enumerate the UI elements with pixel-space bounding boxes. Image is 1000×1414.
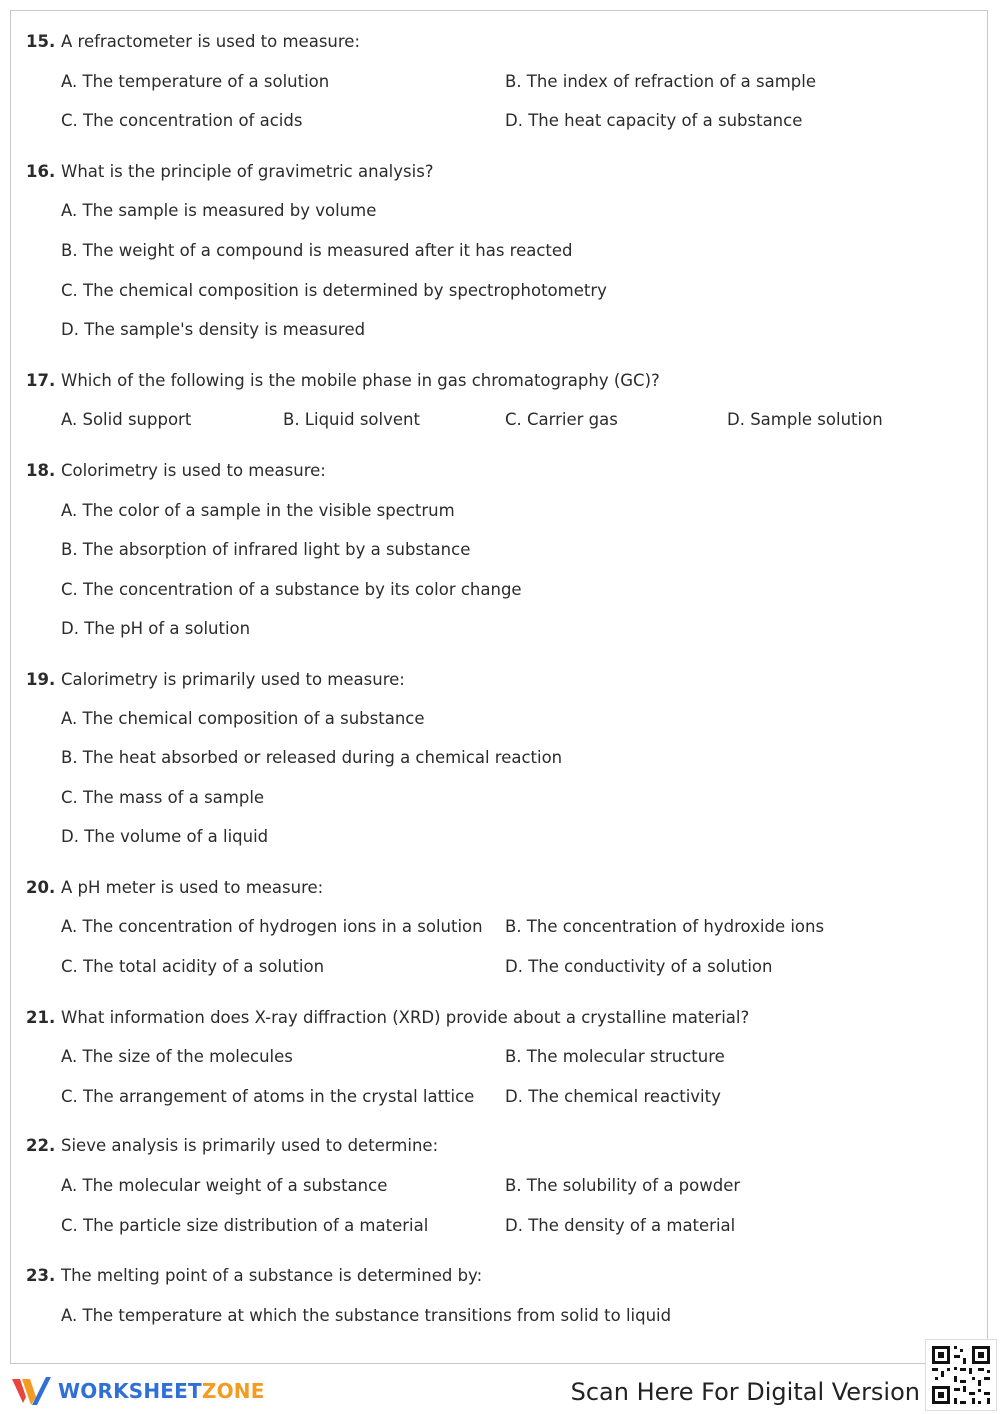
option-d[interactable]: D. The conductivity of a solution — [505, 957, 773, 976]
page-footer — [0, 1366, 1000, 1414]
logo-wordmark — [58, 1379, 265, 1403]
question-stem — [26, 370, 660, 392]
option-a[interactable]: A. The concentration of hydrogen ions in a solution — [61, 917, 483, 936]
question-number: 18. — [26, 461, 56, 480]
option-c[interactable]: C. The total acidity of a solution — [61, 957, 325, 976]
option-b[interactable]: B. The index of refraction of a sample — [505, 72, 816, 91]
option-b[interactable]: B. Liquid solvent — [283, 410, 420, 429]
question-text: Colorimetry is used to measure: — [61, 461, 326, 480]
question-stem — [26, 877, 323, 899]
question-text: Which of the following is the mobile phase in gas chromatography (GC)? — [61, 371, 660, 390]
option-d[interactable]: D. The chemical reactivity — [505, 1087, 721, 1106]
option-c[interactable]: C. The concentration of a substance by its color change — [61, 580, 522, 599]
option-c[interactable]: C. The arrangement of atoms in the crystal lattice — [61, 1087, 475, 1106]
option-a[interactable]: A. The molecular weight of a substance — [61, 1176, 388, 1195]
option-c[interactable]: C. The particle size distribution of a material — [61, 1216, 429, 1235]
worksheetzone-logo[interactable] — [10, 1375, 265, 1407]
question-stem — [26, 1135, 438, 1157]
question-number: 22. — [26, 1136, 56, 1155]
question-number: 21. — [26, 1008, 56, 1027]
logo-text-zone: ZONE — [201, 1379, 265, 1403]
option-a[interactable]: A. The chemical composition of a substance — [61, 709, 425, 728]
question-text: Calorimetry is primarily used to measure: — [61, 670, 405, 689]
option-b[interactable]: B. The solubility of a powder — [505, 1176, 741, 1195]
qr-code-icon[interactable] — [925, 1339, 997, 1411]
option-c[interactable]: C. Carrier gas — [505, 410, 618, 429]
scan-instruction: Scan Here For Digital Version — [570, 1378, 920, 1406]
option-b[interactable]: B. The heat absorbed or released during a chemical reaction — [61, 748, 563, 767]
question-text: A refractometer is used to measure: — [61, 32, 360, 51]
option-b[interactable]: B. The absorption of infrared light by a substance — [61, 540, 471, 559]
question-stem — [26, 1265, 482, 1287]
question-text: A pH meter is used to measure: — [61, 878, 324, 897]
question-number: 15. — [26, 32, 56, 51]
option-c[interactable]: C. The chemical composition is determined by spectrophotometry — [61, 281, 607, 300]
option-d[interactable]: D. The sample's density is measured — [61, 320, 366, 339]
question-stem — [26, 31, 360, 53]
question-number: 16. — [26, 162, 56, 181]
question-stem — [26, 1007, 749, 1029]
option-d[interactable]: D. The heat capacity of a substance — [505, 111, 803, 130]
option-d[interactable]: D. The density of a material — [505, 1216, 736, 1235]
question-number: 20. — [26, 878, 56, 897]
question-number: 23. — [26, 1266, 56, 1285]
question-text: What information does X-ray diffraction (XRD) provide about a crystalline material? — [61, 1008, 750, 1027]
option-d[interactable]: D. The volume of a liquid — [61, 827, 269, 846]
question-stem — [26, 460, 326, 482]
logo-text-worksheet: WORKSHEET — [58, 1379, 202, 1403]
option-d[interactable]: D. Sample solution — [727, 410, 883, 429]
worksheet-page — [10, 10, 988, 1364]
option-a[interactable]: A. The temperature of a solution — [61, 72, 330, 91]
question-text: What is the principle of gravimetric analysis? — [61, 162, 434, 181]
option-d[interactable]: D. The pH of a solution — [61, 619, 251, 638]
option-a[interactable]: A. The color of a sample in the visible spectrum — [61, 501, 455, 520]
option-b[interactable]: B. The molecular structure — [505, 1047, 725, 1066]
option-b[interactable]: B. The concentration of hydroxide ions — [505, 917, 825, 936]
option-a[interactable]: A. Solid support — [61, 410, 192, 429]
option-c[interactable]: C. The mass of a sample — [61, 788, 265, 807]
option-a[interactable]: A. The size of the molecules — [61, 1047, 293, 1066]
question-stem — [26, 669, 405, 691]
question-text: Sieve analysis is primarily used to determine: — [61, 1136, 439, 1155]
question-text: The melting point of a substance is determined by: — [61, 1266, 483, 1285]
option-b[interactable]: B. The weight of a compound is measured after it has reacted — [61, 241, 573, 260]
option-a[interactable]: A. The temperature at which the substance transitions from solid to liquid — [61, 1306, 672, 1325]
question-stem — [26, 161, 434, 183]
question-number: 17. — [26, 371, 56, 390]
question-number: 19. — [26, 670, 56, 689]
option-c[interactable]: C. The concentration of acids — [61, 111, 303, 130]
worksheetzone-logo-icon — [10, 1375, 52, 1407]
option-a[interactable]: A. The sample is measured by volume — [61, 201, 377, 220]
